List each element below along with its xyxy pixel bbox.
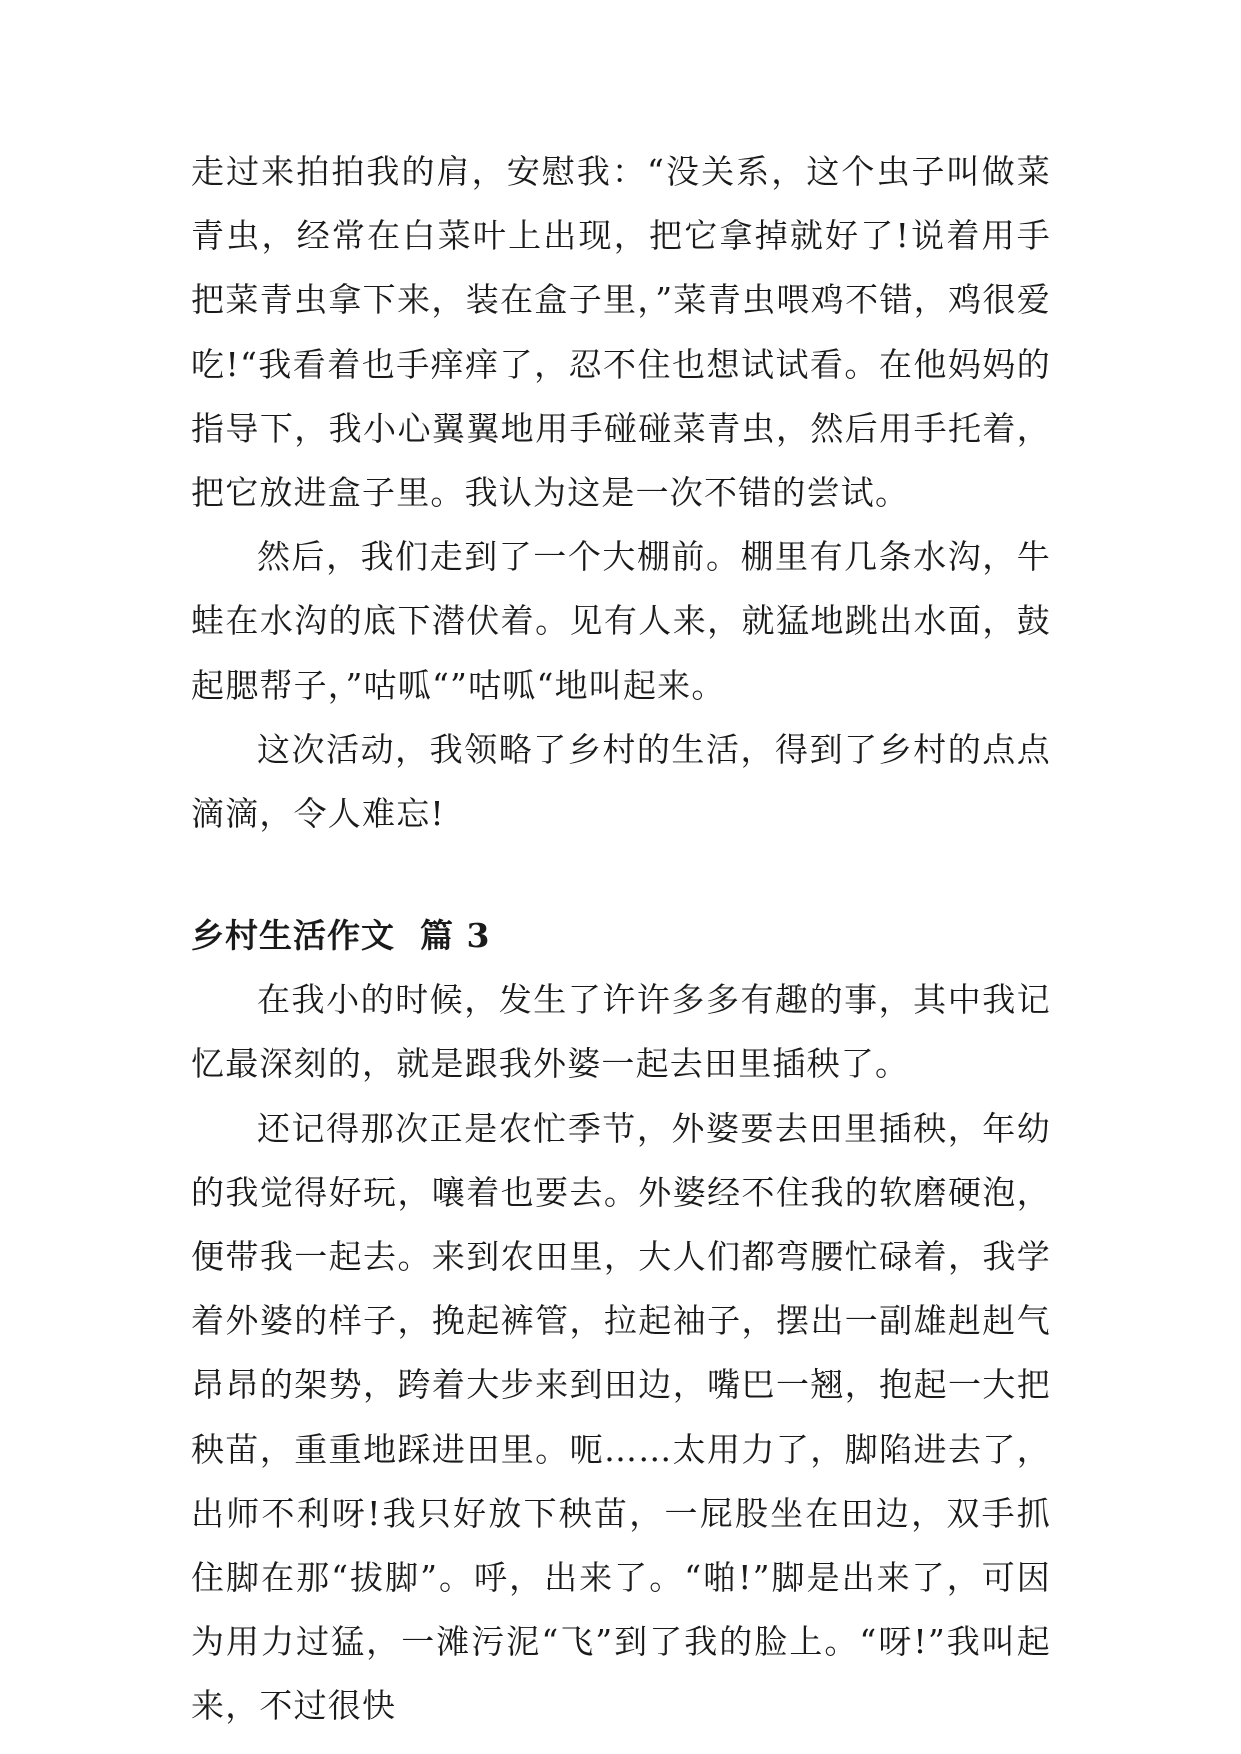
paragraph-intro: 在我小的时候，发生了许许多多有趣的事，其中我记忆最深刻的，就是跟我外婆一起去田里插秧了。: [191, 980, 1051, 1084]
paragraph-continued: 走过来拍拍我的肩，安慰我：“没关系，这个虫子叫做菜青虫，经常在白菜叶上出现，把它拿掉就好了!说着用手把菜青虫拿下来，装在盒子里，”菜青虫喂鸡不错，鸡很爱吃!“我看着也手痒痒了，忍不住也想试试看。在他妈妈的指导下，我小心翼翼地用手碰碰菜青虫，然后用手托着，把它放进盒子里。我认为这是一次不错的尝试。: [191, 152, 1051, 513]
section-heading: 乡村生活作文 篇 3: [191, 916, 491, 956]
paragraph-planting: 还记得那次正是农忙季节，外婆要去田里插秧，年幼的我觉得好玩，嚷着也要去。外婆经不住我的软磨硬泡，便带我一起去。来到农田里，大人们都弯腰忙碌着，我学着外婆的样子，挽起裤管，拉起袖子，摆出一副雄赳赳气昂昂的架势，跨着大步来到田边，嘴巴一翘，抱起一大把秧苗，重重地踩进田里。呃……太用力了，脚陷进去了，出师不利呀!我只好放下秧苗，一屁股坐在田边，双手抓住脚在那“拔脚”。呼，出来了。“啪!”脚是出来了，可因为用力过猛，一滩污泥“飞”到了我的脸上。“呀!”我叫起来，不过很快: [191, 1108, 1051, 1726]
paragraph-conclusion: 这次活动，我领略了乡村的生活，得到了乡村的点点滴滴，令人难忘!: [191, 729, 1051, 834]
paragraph-bullfrog: 然后，我们走到了一个大棚前。棚里有几条水沟，牛蛙在水沟的底下潜伏着。见有人来，就猛地跳出水面，鼓起腮帮子，”咕呱“”咕呱“地叫起来。: [191, 537, 1051, 705]
document-page: [191, 140, 1051, 1739]
